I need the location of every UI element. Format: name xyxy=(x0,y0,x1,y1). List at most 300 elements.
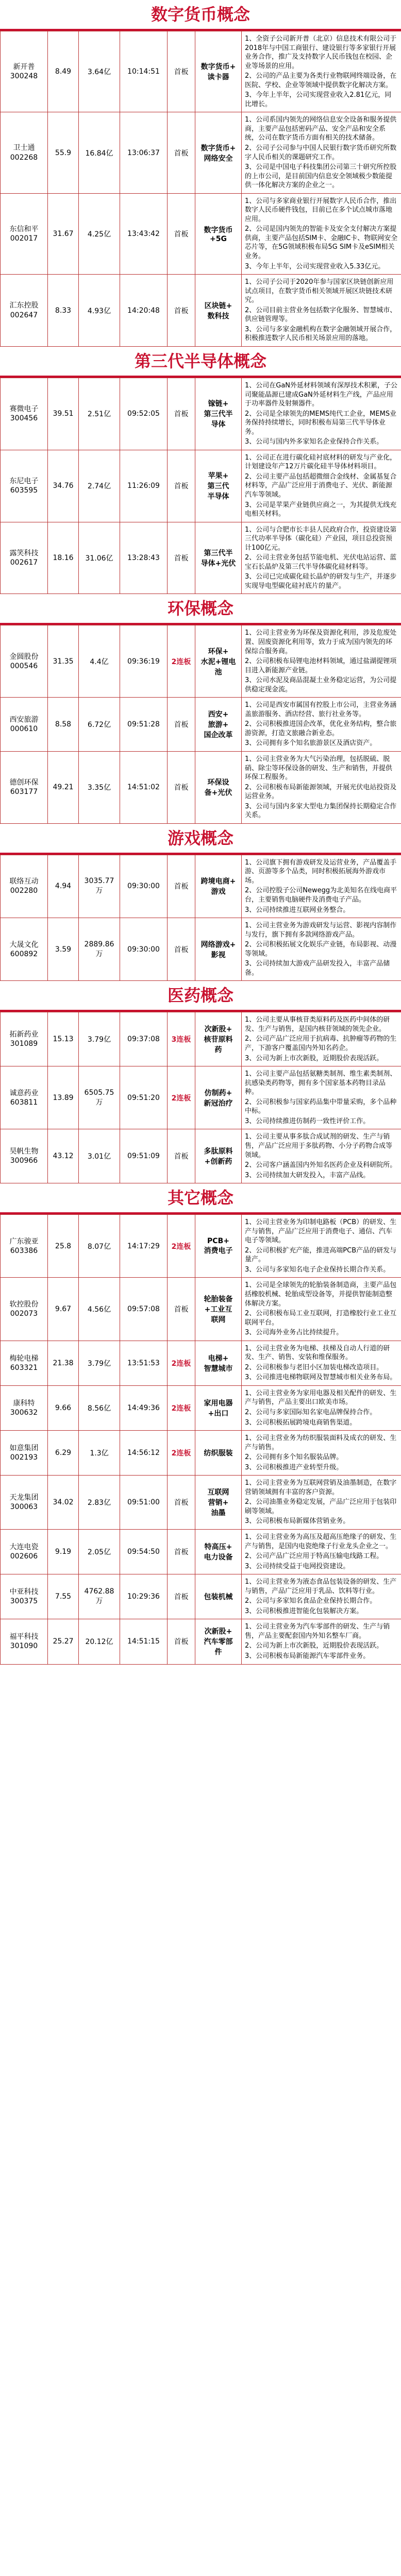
limit-time: 13:28:43 xyxy=(127,554,160,563)
limit-time: 09:51:00 xyxy=(127,1498,160,1507)
stock-name-cell xyxy=(1,193,48,274)
description-paragraph: 2、公司主营业务包括节能电机、光伏电站运营、蓝宝石长晶炉及第三代半导体碳化硅材料等。 xyxy=(245,554,397,571)
description-paragraph: 2、公司积极参与老旧小区加装电梯改造项目。 xyxy=(245,1363,383,1371)
section-title: 数字货币概念 xyxy=(0,0,401,31)
turnover-cell: 2.05亿 xyxy=(79,1530,120,1574)
streak-badge: 2连板 xyxy=(171,1094,191,1103)
description-paragraph: 2、公司为新上市次新股，近期股价表现活跃。 xyxy=(245,1642,383,1650)
concept-tag-cell: 区块链+ 数科技 xyxy=(195,275,242,347)
board-cell xyxy=(168,1215,195,1278)
time-cell xyxy=(120,752,168,824)
stock-code: 300063 xyxy=(10,1503,38,1512)
stock-name: 赛微电子 xyxy=(9,405,39,414)
description-paragraph: 3、公司水泥及商品混凝土业务稳定运营，为公司提供稳定现金流。 xyxy=(245,676,397,693)
description-paragraph: 2、公司主要产品包括超微细合金线材、金属基复合材料等，产品广泛应用于消费电子、光伏、新能源汽车等领域。 xyxy=(245,472,397,499)
description-paragraph: 2、公司积极扩充产能，推进高端PCB产品的研发与量产。 xyxy=(245,1246,397,1264)
turnover-cell: 31.06亿 xyxy=(79,522,120,594)
limit-time: 13:43:42 xyxy=(127,229,160,238)
table-row xyxy=(1,1530,401,1574)
stock-table xyxy=(0,625,401,823)
table-row xyxy=(1,698,401,752)
stock-code: 603177 xyxy=(10,788,38,796)
stock-name: 福平科技 xyxy=(9,1633,39,1641)
stock-code: 603811 xyxy=(10,1098,38,1107)
time-cell xyxy=(120,1431,168,1476)
pe-ratio-cell: 39.51 xyxy=(48,378,79,450)
description-paragraph: 2、公司产品广泛应用于抗病毒、抗肿瘤等药物的生产，下游客户覆盖国内外知名药企。 xyxy=(245,1035,397,1053)
description-paragraph: 2、公司与多家知名食品企业保持长期合作。 xyxy=(245,1597,377,1605)
time-cell xyxy=(120,855,168,918)
description-cell xyxy=(242,1066,401,1129)
stock-name-cell xyxy=(1,31,48,112)
turnover-cell: 4762.88万 xyxy=(79,1574,120,1619)
time-cell xyxy=(120,450,168,522)
table-row xyxy=(1,918,401,981)
stock-name: 东信和平 xyxy=(9,225,39,233)
board-cell xyxy=(168,855,195,918)
stock-name-cell xyxy=(1,855,48,918)
section-title: 环保概念 xyxy=(0,594,401,625)
time-cell xyxy=(120,1341,168,1385)
description-cell xyxy=(242,450,401,522)
limit-time: 09:52:05 xyxy=(127,410,160,418)
stock-name-cell xyxy=(1,450,48,522)
stock-name: 天龙集团 xyxy=(9,1493,39,1502)
pe-ratio-cell: 34.76 xyxy=(48,450,79,522)
description-cell xyxy=(242,752,401,824)
description-paragraph: 3、公司与多家金融机构在数字金融领域开展合作，积极推进数字人民币相关场景应用的落地。 xyxy=(245,325,397,343)
description-cell xyxy=(242,1530,401,1574)
stock-name: 广东骏亚 xyxy=(9,1237,39,1246)
stock-name: 梅轮电梯 xyxy=(9,1354,39,1363)
stock-code: 301089 xyxy=(10,1040,38,1048)
turnover-cell: 20.12亿 xyxy=(79,1619,120,1664)
board-cell xyxy=(168,625,195,698)
stock-name: 汇东控股 xyxy=(9,301,39,310)
board-cell xyxy=(168,522,195,594)
concept-tag-cell: 特高压+ 电力设备 xyxy=(195,1530,242,1574)
stock-name-cell xyxy=(1,275,48,347)
description-cell xyxy=(242,1385,401,1430)
stock-code: 300966 xyxy=(10,1157,38,1165)
description-paragraph: 1、公司主营业务为环保及资源化利用，涉及危废处置、固废资源化利用等，致力于成为国内领先的环保综合服务商。 xyxy=(245,629,397,655)
time-cell xyxy=(120,1129,168,1183)
description-paragraph: 1、全资子公司新开普（北京）信息技术有限公司于2018年与中国工商银行、建设银行等多家银行开展业务合作，推广及支持数字人民币钱包在校园、企业等场景的应用。 xyxy=(245,35,397,70)
stock-code: 002017 xyxy=(10,234,38,243)
concept-tag-cell: 环保设 备+光伏 xyxy=(195,752,242,824)
board-cell xyxy=(168,1619,195,1664)
board-cell xyxy=(168,1385,195,1430)
streak-badge: 2连板 xyxy=(171,1242,191,1251)
time-cell xyxy=(120,1215,168,1278)
stock-table xyxy=(0,1012,401,1183)
description-cell xyxy=(242,1278,401,1341)
table-row xyxy=(1,625,401,698)
time-cell xyxy=(120,918,168,981)
stock-name-cell xyxy=(1,1129,48,1183)
concept-tag-cell: 电梯+ 智慧城市 xyxy=(195,1341,242,1385)
description-paragraph: 2、公司积极参与国家药品集中带量采购，多个品种中标。 xyxy=(245,1098,397,1115)
stock-name: 中亚科技 xyxy=(9,1588,39,1597)
limit-time: 09:30:00 xyxy=(127,945,160,954)
concept-tag-cell: PCB+ 消费电子 xyxy=(195,1215,242,1278)
description-paragraph: 1、公司主营业务为汽车零部件的研发、生产与销售，产品主要配套国内外知名整车厂商。 xyxy=(245,1623,390,1640)
pe-ratio-cell: 25.8 xyxy=(48,1215,79,1278)
stock-name-cell xyxy=(1,1619,48,1664)
description-paragraph: 1、公司主要从事多肽合成试剂的研发、生产与销售，产品广泛应用于多肽药物、小分子药物合成等领域。 xyxy=(245,1133,393,1159)
limit-time: 11:26:09 xyxy=(127,482,160,490)
description-paragraph: 2、公司是全球领先的MEMS纯代工企业，MEMS业务保持持续增长，同时积极布局第三代半导体业务。 xyxy=(245,410,397,436)
section xyxy=(0,347,401,594)
board-label: 首板 xyxy=(174,410,189,419)
stock-code: 002647 xyxy=(10,311,38,319)
limit-time: 14:51:15 xyxy=(127,1637,160,1646)
time-cell xyxy=(120,1619,168,1664)
stock-name-cell xyxy=(1,1385,48,1430)
concept-tag-cell: 次新股+ 汽车零部 件 xyxy=(195,1619,242,1664)
stock-name: 拓新药业 xyxy=(9,1030,39,1039)
stock-name-cell xyxy=(1,1530,48,1574)
description-paragraph: 1、公司主营业务为游戏研发与运营、影视内容制作与发行，旗下拥有多款网络游戏产品。 xyxy=(245,922,397,939)
description-paragraph: 2、公司控股子公司Newegg为北美知名在线电商平台，主要销售电脑硬件及消费电子产品。 xyxy=(245,887,397,904)
stock-name-cell xyxy=(1,1476,48,1530)
limit-time: 09:51:28 xyxy=(127,720,160,729)
description-paragraph: 3、公司积极布局新能源汽车零部件业务。 xyxy=(245,1652,370,1660)
concept-tag-cell: 数字货币+ 网络安全 xyxy=(195,112,242,193)
board-cell xyxy=(168,450,195,522)
turnover-cell: 3.01亿 xyxy=(79,1129,120,1183)
stock-name: 金圆股份 xyxy=(9,652,39,661)
turnover-cell: 3035.77万 xyxy=(79,855,120,918)
description-paragraph: 2、公司客户涵盖国内外知名医药企业及科研院所。 xyxy=(245,1161,397,1170)
description-paragraph: 1、公司主要从事核苷类原料药及医药中间体的研发、生产与销售，是国内核苷领域的领先企业。 xyxy=(245,1016,390,1033)
description-paragraph: 3、公司积极推进智能化包装解决方案。 xyxy=(245,1607,363,1615)
table-row xyxy=(1,1431,401,1476)
board-label: 首板 xyxy=(174,1638,189,1647)
description-paragraph: 1、公司与合肥市长丰县人民政府合作，投资建设第三代功率半导体（碳化硅）产业园，项目总投资预计100亿元。 xyxy=(245,526,397,552)
table-row xyxy=(1,855,401,918)
board-label: 首板 xyxy=(174,68,189,77)
stock-code: 002268 xyxy=(10,153,38,162)
concept-tag-cell: 跨境电商+ 游戏 xyxy=(195,855,242,918)
board-cell xyxy=(168,698,195,752)
table-row xyxy=(1,1476,401,1530)
time-cell xyxy=(120,522,168,594)
board-label: 首板 xyxy=(174,945,189,954)
turnover-cell: 8.07亿 xyxy=(79,1215,120,1278)
limit-time: 10:14:51 xyxy=(127,67,160,76)
stock-code: 002617 xyxy=(10,558,38,567)
board-label: 首板 xyxy=(174,1593,189,1602)
turnover-cell: 1.3亿 xyxy=(79,1431,120,1476)
description-paragraph: 3、今年上半年，公司实现营业收入5.33亿元。 xyxy=(245,262,385,270)
description-paragraph: 3、公司与多家知名电子企业保持长期合作关系。 xyxy=(245,1265,390,1274)
description-paragraph: 2、公司拥有多个知名服装品牌。 xyxy=(245,1453,343,1462)
board-cell xyxy=(168,112,195,193)
stock-code: 002280 xyxy=(10,887,38,895)
concept-tag-cell: 互联网 营销+ 油墨 xyxy=(195,1476,242,1530)
concept-tag-cell: 家用电器 +出口 xyxy=(195,1385,242,1430)
stock-name: 大晟文化 xyxy=(9,940,39,949)
description-paragraph: 2、公司积极布局锂电池材料领域，通过盐湖提锂项目进入新能源产业链。 xyxy=(245,657,397,674)
pe-ratio-cell: 25.27 xyxy=(48,1619,79,1664)
stock-name-cell xyxy=(1,1278,48,1341)
table-row xyxy=(1,752,401,824)
description-paragraph: 3、公司持续受益于电网投资建设。 xyxy=(245,1562,350,1570)
stock-name: 如意集团 xyxy=(9,1444,39,1452)
description-paragraph: 1、公司子公司于2020年参与国家区块链创新应用试点项目，在数字货币相关领域开展区块链技术研究。 xyxy=(245,278,394,304)
stock-code: 301090 xyxy=(10,1642,38,1651)
description-paragraph: 2、公司积极拓展文化娱乐产业链，布局影视、动漫等领域。 xyxy=(245,941,397,958)
description-paragraph: 3、公司与国内多家大型电力集团保持长期稳定合作关系。 xyxy=(245,802,397,820)
turnover-cell: 3.64亿 xyxy=(79,31,120,112)
time-cell xyxy=(120,1066,168,1129)
turnover-cell: 6.72亿 xyxy=(79,698,120,752)
pe-ratio-cell: 8.58 xyxy=(48,698,79,752)
description-cell xyxy=(242,1215,401,1278)
stock-code: 000610 xyxy=(10,725,38,734)
description-paragraph: 3、公司积极拓展跨境电商销售渠道。 xyxy=(245,1418,357,1427)
limit-time: 10:29:36 xyxy=(127,1592,160,1601)
description-cell xyxy=(242,855,401,918)
turnover-cell: 3.79亿 xyxy=(79,1012,120,1066)
limit-time: 09:51:20 xyxy=(127,1093,160,1102)
description-paragraph: 1、公司旗下拥有游戏研发及运营业务，产品覆盖手游、页游等多个品类，同时积极拓展海外游戏市场。 xyxy=(245,858,397,885)
pe-ratio-cell: 13.89 xyxy=(48,1066,79,1129)
board-cell xyxy=(168,275,195,347)
limit-time: 14:20:48 xyxy=(127,306,160,315)
limit-time: 09:30:00 xyxy=(127,882,160,891)
limit-time: 13:51:53 xyxy=(127,1359,160,1367)
description-paragraph: 3、公司持续推进互联网业务整合。 xyxy=(245,906,350,914)
pe-ratio-cell: 4.94 xyxy=(48,855,79,918)
description-paragraph: 3、公司已完成碳化硅长晶炉的研发与生产，并逐步实现导电型碳化硅衬底片的量产。 xyxy=(245,573,397,590)
board-cell xyxy=(168,1341,195,1385)
section xyxy=(0,1183,401,1664)
limit-time: 14:49:36 xyxy=(127,1403,160,1412)
limit-time: 14:17:29 xyxy=(127,1242,160,1250)
description-paragraph: 2、公司产品广泛应用于特高压输电线路工程。 xyxy=(245,1552,383,1561)
turnover-cell: 4.25亿 xyxy=(79,193,120,274)
pe-ratio-cell: 21.38 xyxy=(48,1341,79,1385)
section-title: 第三代半导体概念 xyxy=(0,347,401,378)
stock-name: 新开普 xyxy=(13,63,35,71)
concept-tag-cell: 包装机械 xyxy=(195,1574,242,1619)
description-paragraph: 3、公司拥有多个知名旅游景区及酒店资产。 xyxy=(245,739,377,748)
time-cell xyxy=(120,1012,168,1066)
description-paragraph: 3、公司持续加大游戏产品研发投入，丰富产品储备。 xyxy=(245,960,390,977)
description-paragraph: 1、公司主营业务为印制电路板（PCB）的研发、生产与销售，产品广泛应用于消费电子、通信、汽车电子等领域。 xyxy=(245,1218,397,1245)
board-label: 首板 xyxy=(174,784,189,792)
pe-ratio-cell: 8.49 xyxy=(48,31,79,112)
limit-time: 09:37:08 xyxy=(127,1035,160,1044)
description-cell xyxy=(242,1012,401,1066)
turnover-cell: 6505.75万 xyxy=(79,1066,120,1129)
stock-name-cell xyxy=(1,1066,48,1129)
stock-name-cell xyxy=(1,918,48,981)
time-cell xyxy=(120,698,168,752)
stock-code: 002606 xyxy=(10,1552,38,1561)
table-row xyxy=(1,31,401,112)
board-cell xyxy=(168,1476,195,1530)
pe-ratio-cell: 9.66 xyxy=(48,1385,79,1430)
time-cell xyxy=(120,1530,168,1574)
description-cell xyxy=(242,112,401,193)
limit-time: 09:36:19 xyxy=(127,657,160,666)
turnover-cell: 2889.86万 xyxy=(79,918,120,981)
description-paragraph: 1、公司主营业务为电梯、扶梯及自动人行道的研发、生产、销售、安装和维保服务。 xyxy=(245,1344,390,1362)
section-title: 医药概念 xyxy=(0,981,401,1012)
description-paragraph: 1、公司与多家商业银行开展数字人民币合作，推出数字人民币硬件钱包，目前已在多个试点城市落地应用。 xyxy=(245,197,397,223)
pe-ratio-cell: 31.67 xyxy=(48,193,79,274)
limit-time: 13:06:37 xyxy=(127,148,160,157)
table-row xyxy=(1,378,401,450)
stock-table xyxy=(0,1214,401,1664)
description-paragraph: 1、公司主营业务为纺织服装面料及成衣的研发、生产与销售。 xyxy=(245,1434,397,1451)
description-paragraph: 3、公司与国内外多家知名企业保持合作关系。 xyxy=(245,438,383,446)
limit-time: 09:51:09 xyxy=(127,1152,160,1161)
streak-badge: 2连板 xyxy=(171,1359,191,1368)
pe-ratio-cell: 55.9 xyxy=(48,112,79,193)
description-cell xyxy=(242,918,401,981)
turnover-cell: 2.74亿 xyxy=(79,450,120,522)
description-cell xyxy=(242,31,401,112)
section xyxy=(0,824,401,981)
description-paragraph: 1、公司在GaN外延材料领域有深厚技术积累，子公司聚能晶源已建成GaN外延材料生产线，产品应用于功率器件及射频器件。 xyxy=(245,381,398,408)
concept-tag-cell: 第三代半 导体+光伏 xyxy=(195,522,242,594)
limit-time: 09:54:50 xyxy=(127,1548,160,1556)
stock-name-cell xyxy=(1,752,48,824)
description-paragraph: 2、公司油墨业务稳定发展，产品广泛应用于包装印刷等领域。 xyxy=(245,1498,397,1515)
board-cell xyxy=(168,1530,195,1574)
turnover-cell: 3.35亿 xyxy=(79,752,120,824)
stock-name-cell xyxy=(1,625,48,698)
stock-name: 诚意药业 xyxy=(9,1089,39,1097)
turnover-cell: 3.79亿 xyxy=(79,1341,120,1385)
stock-code: 300248 xyxy=(10,72,38,81)
stock-name-cell xyxy=(1,378,48,450)
pe-ratio-cell: 8.33 xyxy=(48,275,79,347)
turnover-cell: 2.83亿 xyxy=(79,1476,120,1530)
stock-table xyxy=(0,31,401,347)
table-row xyxy=(1,1341,401,1385)
stock-code: 300632 xyxy=(10,1408,38,1417)
description-cell xyxy=(242,193,401,274)
description-cell xyxy=(242,1619,401,1664)
board-cell xyxy=(168,31,195,112)
description-paragraph: 1、公司主要产品包括氨糖类制剂、维生素类制剂、抗感染类药物等，拥有多个国家基本药物目录品种。 xyxy=(245,1070,397,1096)
description-cell xyxy=(242,522,401,594)
stock-name-cell xyxy=(1,522,48,594)
pe-ratio-cell: 15.13 xyxy=(48,1012,79,1066)
description-paragraph: 1、公司系国内领先的网络信息安全设备和服务提供商，主要产品包括密码产品、安全产品和安全系统，公司在数字货币方面有相关的技术储备。 xyxy=(245,116,397,142)
stock-code: 300375 xyxy=(10,1597,38,1606)
description-paragraph: 1、公司主营业务为高压及超高压绝缘子的研发、生产与销售，是国内电瓷绝缘子行业龙头企业之一。 xyxy=(245,1533,397,1550)
description-paragraph: 3、公司持续推进仿制药一致性评价工作。 xyxy=(245,1117,370,1125)
stock-name: 昊帆生物 xyxy=(9,1147,39,1156)
description-paragraph: 2、公司是国内领先的智能卡及安全支付解决方案提供商，主要产品包括SIM卡、金融IC卡、物联网安全芯片等，在5G领域积极布局5G SIM卡及eSIM相关业务。 xyxy=(245,225,398,261)
stock-code: 000546 xyxy=(10,662,38,670)
description-paragraph: 3、公司海外业务占比持续提升。 xyxy=(245,1329,343,1337)
board-cell xyxy=(168,1012,195,1066)
concept-tag-cell: 数字货币 +5G xyxy=(195,193,242,274)
concept-tag-cell: 仿制药+ 新冠治疗 xyxy=(195,1066,242,1129)
description-paragraph: 3、今年上半年，公司实现营业收入2.81亿元，同比增长。 xyxy=(245,91,392,108)
stock-code: 603321 xyxy=(10,1363,38,1372)
time-cell xyxy=(120,378,168,450)
description-cell xyxy=(242,1476,401,1530)
board-cell xyxy=(168,193,195,274)
description-paragraph: 2、公司积极推进国企改革，优化业务结构，整合旅游资源，打造文旅融合新业态。 xyxy=(245,720,397,737)
streak-badge: 2连板 xyxy=(171,1404,191,1413)
stock-code: 603595 xyxy=(10,486,38,495)
section-title: 其它概念 xyxy=(0,1183,401,1214)
pe-ratio-cell: 43.12 xyxy=(48,1129,79,1183)
table-row xyxy=(1,1066,401,1129)
concept-tag-cell: 镓链+ 第三代半 导体 xyxy=(195,378,242,450)
table-row xyxy=(1,1129,401,1183)
stock-name: 软控股份 xyxy=(9,1300,39,1309)
time-cell xyxy=(120,625,168,698)
board-label: 首板 xyxy=(174,1153,189,1161)
board-cell xyxy=(168,918,195,981)
stock-name: 康科特 xyxy=(13,1399,35,1408)
pe-ratio-cell: 9.67 xyxy=(48,1278,79,1341)
board-cell xyxy=(168,1129,195,1183)
board-label: 首板 xyxy=(174,883,189,891)
stock-name: 卫士通 xyxy=(13,144,35,152)
description-paragraph: 1、公司是全球领先的轮胎装备制造商，主要产品包括橡胶机械、轮胎成型设备等，并提供智能制造整体解决方案。 xyxy=(245,1281,397,1308)
stock-name: 大连电瓷 xyxy=(9,1543,39,1551)
stock-code: 600892 xyxy=(10,950,38,958)
description-cell xyxy=(242,1129,401,1183)
streak-badge: 2连板 xyxy=(171,657,191,666)
stock-name: 西安旅游 xyxy=(9,715,39,724)
board-label: 首板 xyxy=(174,1548,189,1557)
concept-tag-cell: 西安+ 旅游+ 国企改革 xyxy=(195,698,242,752)
time-cell xyxy=(120,31,168,112)
pe-ratio-cell: 6.29 xyxy=(48,1431,79,1476)
description-paragraph: 3、公司是苹果产业链供应商之一，为其提供无线充电相关材料。 xyxy=(245,501,397,518)
description-paragraph: 3、公司持续加大研发投入，丰富产品线。 xyxy=(245,1171,370,1179)
time-cell xyxy=(120,1385,168,1430)
board-label: 首板 xyxy=(174,554,189,563)
stock-code: 603386 xyxy=(10,1246,38,1255)
turnover-cell: 16.84亿 xyxy=(79,112,120,193)
description-cell xyxy=(242,1574,401,1619)
board-label: 首板 xyxy=(174,230,189,239)
stock-name: 联络互动 xyxy=(9,877,39,886)
concept-tag-cell: 苹果+ 第三代 半导体 xyxy=(195,450,242,522)
description-paragraph: 2、公司的产品主要为各类行业物联网终端设备，在医院、学校、企业等领域中提供数字化解决方案。 xyxy=(245,72,397,89)
table-row xyxy=(1,1385,401,1430)
description-paragraph: 1、公司是西安市属国有控股上市公司，主营业务涵盖旅游服务、酒店经营、旅行社业务等。 xyxy=(245,701,397,718)
pe-ratio-cell: 34.02 xyxy=(48,1476,79,1530)
time-cell xyxy=(120,193,168,274)
description-paragraph: 1、公司主营业务为互联网营销及油墨制造，在数字营销领域拥有丰富的客户资源。 xyxy=(245,1479,397,1496)
description-paragraph: 1、公司主营业务为液态食品包装设备的研发、生产与销售，产品广泛应用于乳品、饮料等行业。 xyxy=(245,1578,397,1595)
board-label: 首板 xyxy=(174,149,189,158)
turnover-cell: 8.56亿 xyxy=(79,1385,120,1430)
description-paragraph: 2、公司与多家国际知名家电品牌保持合作。 xyxy=(245,1408,377,1416)
board-label: 首板 xyxy=(174,721,189,730)
board-label: 首板 xyxy=(174,482,189,491)
limit-time: 09:57:08 xyxy=(127,1305,160,1314)
stock-name-cell xyxy=(1,1215,48,1278)
concept-tag-cell: 环保+ 水泥+锂电 池 xyxy=(195,625,242,698)
description-paragraph: 2、公司子公司参与中国人民银行数字货币研究所数字人民币相关的课题研究工作。 xyxy=(245,144,397,161)
limit-time: 14:56:12 xyxy=(127,1449,160,1458)
